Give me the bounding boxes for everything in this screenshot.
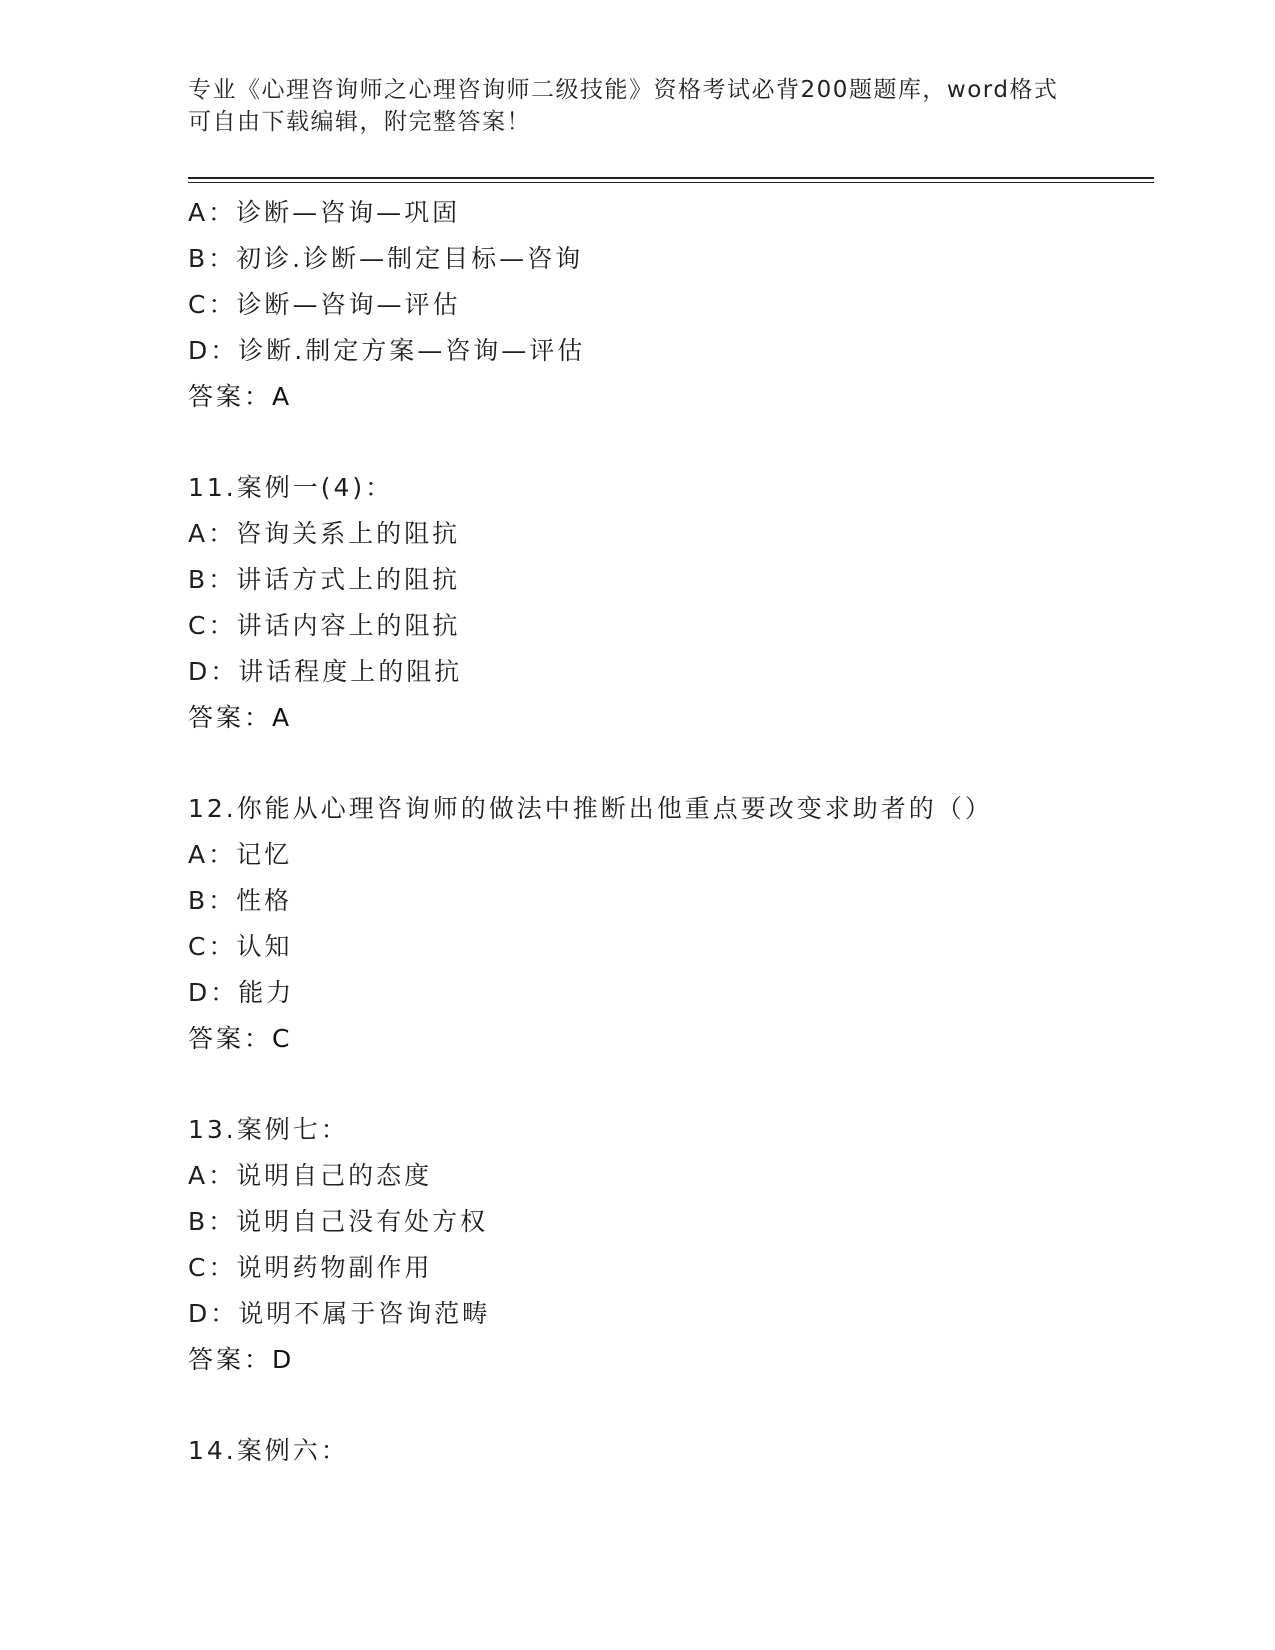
question-14: [188, 1428, 1154, 1474]
header-divider-thick: [188, 177, 1154, 179]
option-c: C：讲话内容上的阻抗: [188, 611, 461, 640]
question-13: [188, 1107, 1154, 1383]
answer: 答案：A: [188, 382, 293, 411]
option-a: A：说明自己的态度: [188, 1161, 433, 1190]
option-c: C：认知: [188, 932, 293, 961]
document-header: [188, 74, 1088, 138]
option-b: B：初诊.诊断—制定目标—咨询: [188, 244, 584, 273]
answer: 答案：A: [188, 703, 293, 732]
answer: 答案：D: [188, 1345, 295, 1374]
question-stem: 14.案例六：: [188, 1436, 349, 1465]
question-11: [188, 465, 1154, 741]
option-a: A：记忆: [188, 840, 293, 869]
question-12: [188, 786, 1154, 1062]
option-b: B：说明自己没有处方权: [188, 1207, 489, 1236]
question-stem: 11.案例一(4)：: [188, 473, 394, 502]
header-divider-thin: [188, 182, 1154, 183]
option-c: C：诊断—咨询—评估: [188, 290, 461, 319]
header-line-1: 专业《心理咨询师之心理咨询师二级技能》资格考试必背200题题库，word格式: [188, 77, 1059, 103]
option-b: B：性格: [188, 886, 293, 915]
option-b: B：讲话方式上的阻抗: [188, 565, 461, 594]
option-d: D：说明不属于咨询范畴: [188, 1299, 491, 1328]
question-10-fragment: [188, 190, 1154, 420]
option-d: D：能力: [188, 978, 295, 1007]
option-d: D：诊断.制定方案—咨询—评估: [188, 336, 586, 365]
option-c: C：说明药物副作用: [188, 1253, 433, 1282]
option-a: A：诊断—咨询—巩固: [188, 198, 461, 227]
option-a: A：咨询关系上的阻抗: [188, 519, 461, 548]
question-stem: 13.案例七：: [188, 1115, 349, 1144]
header-line-2: 可自由下载编辑，附完整答案！: [188, 109, 531, 135]
question-stem: 12.你能从心理咨询师的做法中推断出他重点要改变求助者的（）: [188, 794, 993, 823]
question-list: [188, 190, 1154, 1474]
option-d: D：讲话程度上的阻抗: [188, 657, 463, 686]
answer: 答案：C: [188, 1024, 293, 1053]
